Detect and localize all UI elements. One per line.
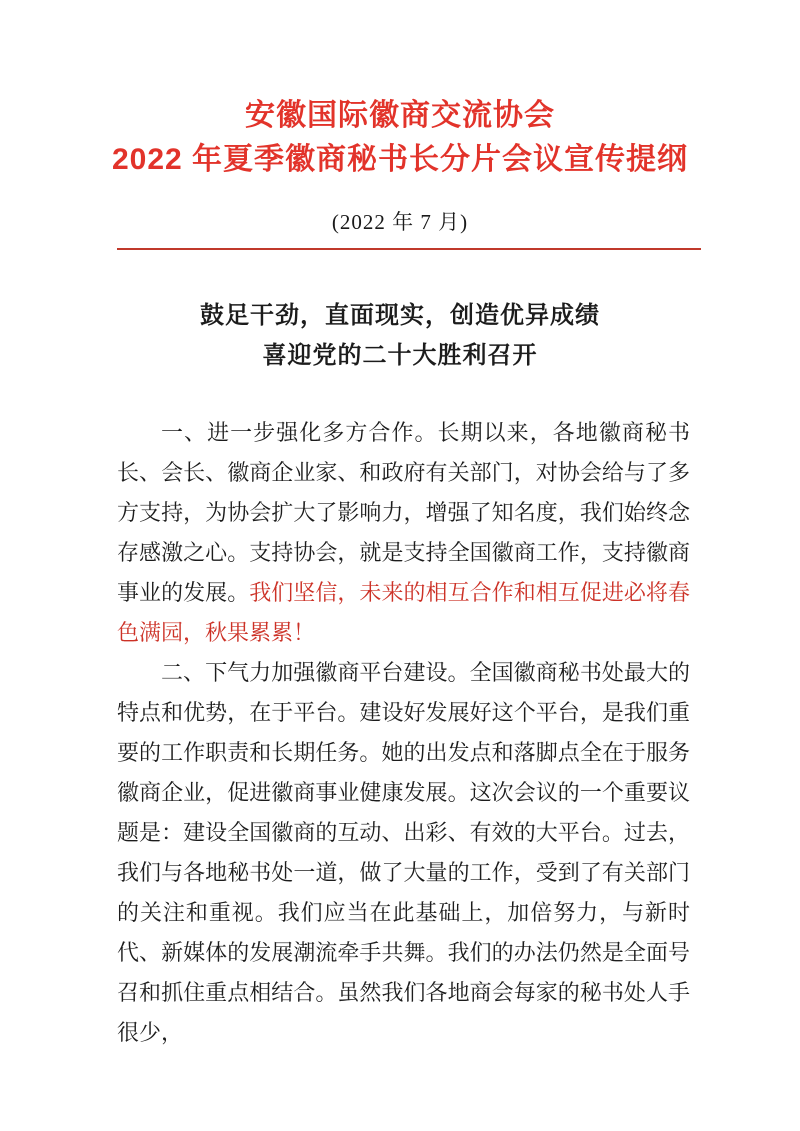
heading-block [0, 296, 800, 376]
paragraph [117, 413, 690, 653]
doc-title-line1: 安徽国际徽商交流协会 [245, 99, 555, 132]
body-text: 二、下气力加强徽商平台建设。全国徽商秘书处最大的特点和优势，在于平台。建设好发展好这个平台，是我们重要的工作职责和长期任务。她的出发点和落脚点全在于服务徽商企业，促进徽商事业健康发展。这次会议的一个重要议题是：建设全国徽商的互动、出彩、有效的大平台。过去，我们与各地秘书处一道，做了大量的工作，受到了有关部门的关注和重视。我们应当在此基础上，加倍努力，与新时代、新媒体的发展潮流牵手共舞。我们的办法仍然是全面号召和抓住重点相结合。虽然我们各地商会每家的秘书处人手很少， [117, 660, 690, 1045]
body-text: 一、进一步强化多方合作。长期以来，各地徽商秘书长、会长、徽商企业家、和政府有关部门，对协会给与了多方支持，为协会扩大了影响力，增强了知名度，我们始终念存感激之心。支持协会，就是支持全国徽商工作，支持徽商事业的发展。 [117, 420, 690, 605]
doc-title-line2: 2022 年夏季徽商秘书长分片会议宣传提纲 [111, 143, 689, 176]
doc-date: (2022 年 7 月) [331, 210, 469, 234]
paragraph [117, 653, 690, 1053]
emphasis-red-text: 我们坚信，未来的相互合作和相互促进必将春色满园，秋果累累！ [117, 580, 690, 645]
section-heading-line1: 鼓足干劲，直面现实，创造优异成绩 [200, 303, 600, 329]
section-heading-line2: 喜迎党的二十大胜利召开 [262, 343, 538, 369]
title-block [0, 0, 800, 182]
red-divider [117, 248, 701, 250]
body-paragraphs [117, 413, 690, 1053]
